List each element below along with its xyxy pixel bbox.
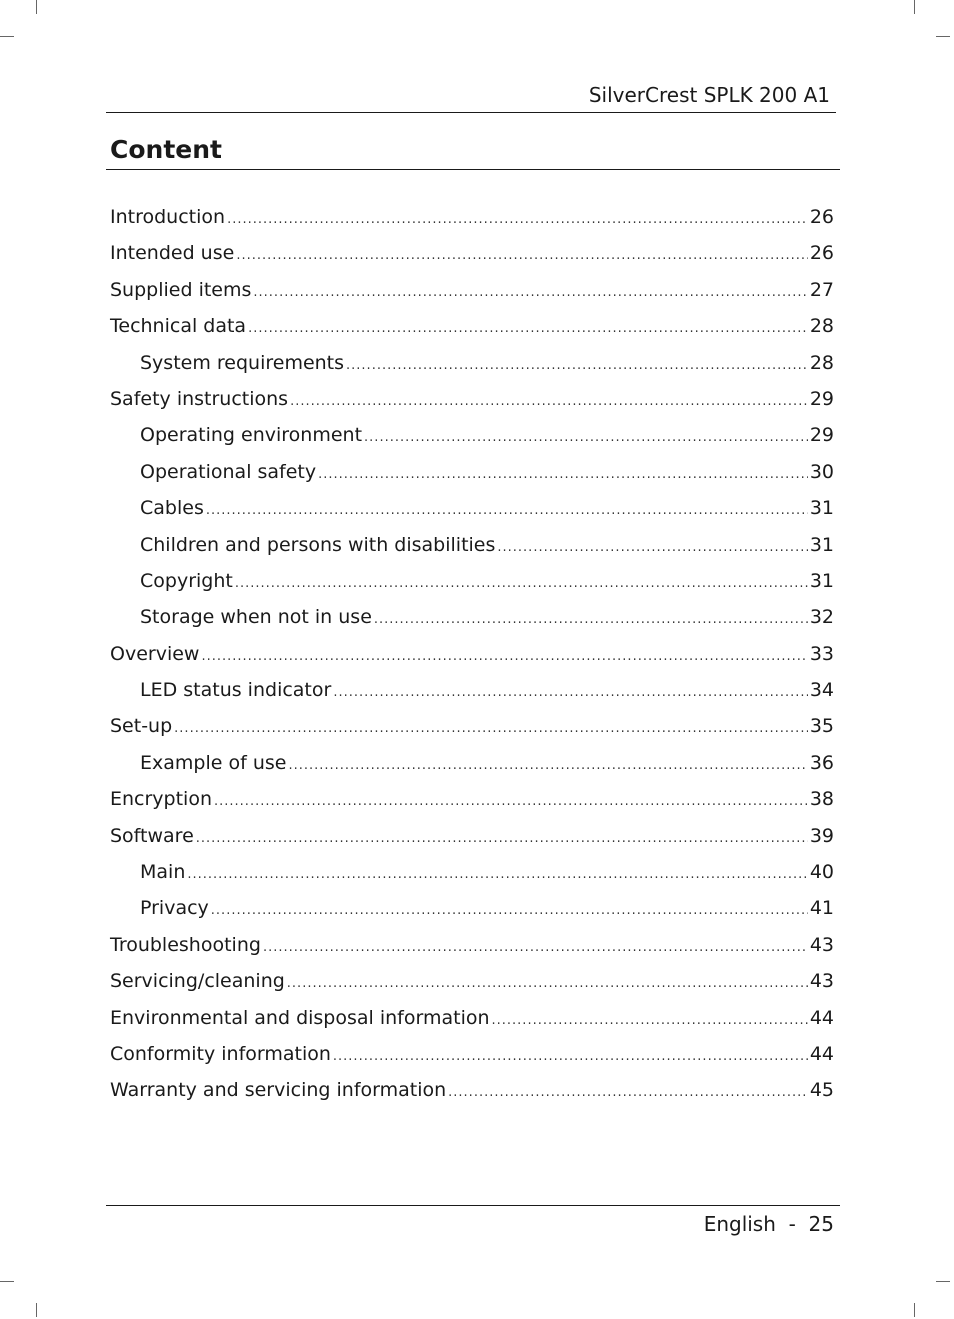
toc-entry-label: Operational safety <box>140 460 317 483</box>
dot-leader <box>346 349 808 383</box>
toc-entry-label: Technical data <box>110 315 247 338</box>
toc-entry-label: Operating environment <box>140 424 363 447</box>
toc-entry[interactable] <box>110 273 834 309</box>
toc-entry-label: Overview <box>110 642 200 665</box>
page-footer: English - 25 <box>703 1212 834 1236</box>
toc-entry-label: Warranty and servicing information <box>110 1079 447 1102</box>
toc-entry-page: 36 <box>809 751 834 774</box>
toc-entry-page: 31 <box>809 569 834 592</box>
toc-entry[interactable] <box>110 673 834 709</box>
toc-entry-label: Servicing/cleaning <box>110 970 285 993</box>
toc-entry-page: 40 <box>809 861 834 884</box>
dot-leader <box>236 239 808 273</box>
toc-entry[interactable] <box>110 855 834 891</box>
toc-entry-label: Safety instructions <box>110 387 289 410</box>
toc-entry-page: 28 <box>809 315 834 338</box>
toc-entry[interactable] <box>110 928 834 964</box>
crop-mark-bottom-right <box>914 1303 915 1317</box>
dot-leader <box>201 640 807 674</box>
footer-rule <box>106 1205 840 1206</box>
crop-mark-bottom-left-h <box>0 1281 14 1282</box>
toc-entry-label: Privacy <box>140 897 209 920</box>
toc-entry-label: Supplied items <box>110 278 252 301</box>
toc-entry[interactable] <box>110 455 834 491</box>
toc-entry-page: 43 <box>809 970 834 993</box>
toc-entry-page: 35 <box>809 715 834 738</box>
title-rule <box>106 169 840 170</box>
toc-entry[interactable] <box>110 1073 834 1109</box>
toc-entry-label: Example of use <box>140 751 287 774</box>
toc-entry-label: Copyright <box>140 569 233 592</box>
toc-entry-label: Troubleshooting <box>110 933 261 956</box>
toc-entry[interactable] <box>110 709 834 745</box>
toc-entry-page: 27 <box>809 278 834 301</box>
toc-entry[interactable] <box>110 782 834 818</box>
toc-entry-page: 29 <box>809 387 834 410</box>
toc-entry[interactable] <box>110 528 834 564</box>
dot-leader <box>174 712 808 746</box>
crop-mark-top-right-h <box>936 36 950 37</box>
crop-mark-bottom-right-h <box>936 1281 950 1282</box>
dot-leader <box>211 894 808 928</box>
toc-entry-page: 31 <box>809 533 834 556</box>
toc-entry[interactable] <box>110 491 834 527</box>
toc-entry-label: Storage when not in use <box>140 606 372 629</box>
toc-entry[interactable] <box>110 819 834 855</box>
dot-leader <box>287 967 808 1001</box>
toc-entry[interactable] <box>110 1001 834 1037</box>
dot-leader <box>290 385 808 419</box>
toc-entry[interactable] <box>110 600 834 636</box>
page-title: Content <box>110 135 222 164</box>
dot-leader <box>374 603 808 637</box>
dot-leader <box>492 1004 808 1038</box>
toc-entry[interactable] <box>110 746 834 782</box>
dot-leader <box>333 1040 808 1074</box>
dot-leader <box>196 822 808 856</box>
toc-entry-page: 45 <box>809 1079 834 1102</box>
dot-leader <box>448 1076 808 1110</box>
crop-mark-top-left <box>36 0 37 14</box>
toc-entry[interactable] <box>110 346 834 382</box>
dot-leader <box>318 458 808 492</box>
toc-entry-page: 39 <box>809 824 834 847</box>
dot-leader <box>214 785 808 819</box>
toc-entry-page: 44 <box>809 1006 834 1029</box>
dot-leader <box>253 276 807 310</box>
dot-leader <box>497 531 807 565</box>
dot-leader <box>364 421 808 455</box>
toc-entry-label: Children and persons with disabilities <box>140 533 496 556</box>
toc-entry-page: 26 <box>809 206 834 228</box>
toc-entry-page: 43 <box>809 933 834 956</box>
toc-entry-page: 41 <box>809 897 834 920</box>
toc-entry-page: 33 <box>809 642 834 665</box>
toc-entry-label: Intended use <box>110 242 235 265</box>
toc-entry-label: Main <box>140 861 186 884</box>
toc-entry-page: 32 <box>809 606 834 629</box>
toc-entry[interactable] <box>110 564 834 600</box>
running-header: SilverCrest SPLK 200 A1 <box>588 83 830 107</box>
dot-leader <box>227 203 808 237</box>
toc-entry[interactable] <box>110 1037 834 1073</box>
toc-entry[interactable] <box>110 309 834 345</box>
toc-entry-label: Set-up <box>110 715 173 738</box>
dot-leader <box>248 312 808 346</box>
toc-entry-page: 31 <box>809 497 834 520</box>
toc-entry-label: Encryption <box>110 788 213 811</box>
table-of-contents <box>110 200 834 1110</box>
toc-entry-page: 28 <box>809 351 834 374</box>
toc-entry-page: 26 <box>809 242 834 265</box>
dot-leader <box>263 931 808 965</box>
toc-entry-page: 30 <box>809 460 834 483</box>
toc-entry[interactable] <box>110 236 834 272</box>
toc-entry-label: Environmental and disposal information <box>110 1006 490 1029</box>
toc-entry-page: 34 <box>809 679 834 702</box>
dot-leader <box>206 494 808 528</box>
toc-entry-label: System requirements <box>140 351 345 374</box>
toc-entry[interactable] <box>110 964 834 1000</box>
toc-entry[interactable] <box>110 637 834 673</box>
toc-entry-label: Software <box>110 824 194 847</box>
dot-leader <box>187 858 807 892</box>
dot-leader <box>235 567 808 601</box>
toc-entry-page: 38 <box>809 788 834 811</box>
toc-entry-label: Cables <box>140 497 204 520</box>
toc-entry[interactable] <box>110 418 834 454</box>
toc-entry-page: 44 <box>809 1042 834 1065</box>
crop-mark-bottom-left <box>36 1303 37 1317</box>
crop-mark-top-left-h <box>0 36 14 37</box>
toc-entry-label: Introduction <box>110 206 226 228</box>
toc-entry-page: 29 <box>809 424 834 447</box>
toc-entry-label: Conformity information <box>110 1042 331 1065</box>
toc-entry[interactable] <box>110 891 834 927</box>
toc-entry[interactable] <box>110 382 834 418</box>
dot-leader <box>333 676 807 710</box>
header-rule <box>106 112 836 113</box>
toc-entry-label: LED status indicator <box>140 679 332 702</box>
crop-mark-top-right <box>914 0 915 14</box>
toc-entry[interactable] <box>110 200 834 236</box>
dot-leader <box>288 749 807 783</box>
